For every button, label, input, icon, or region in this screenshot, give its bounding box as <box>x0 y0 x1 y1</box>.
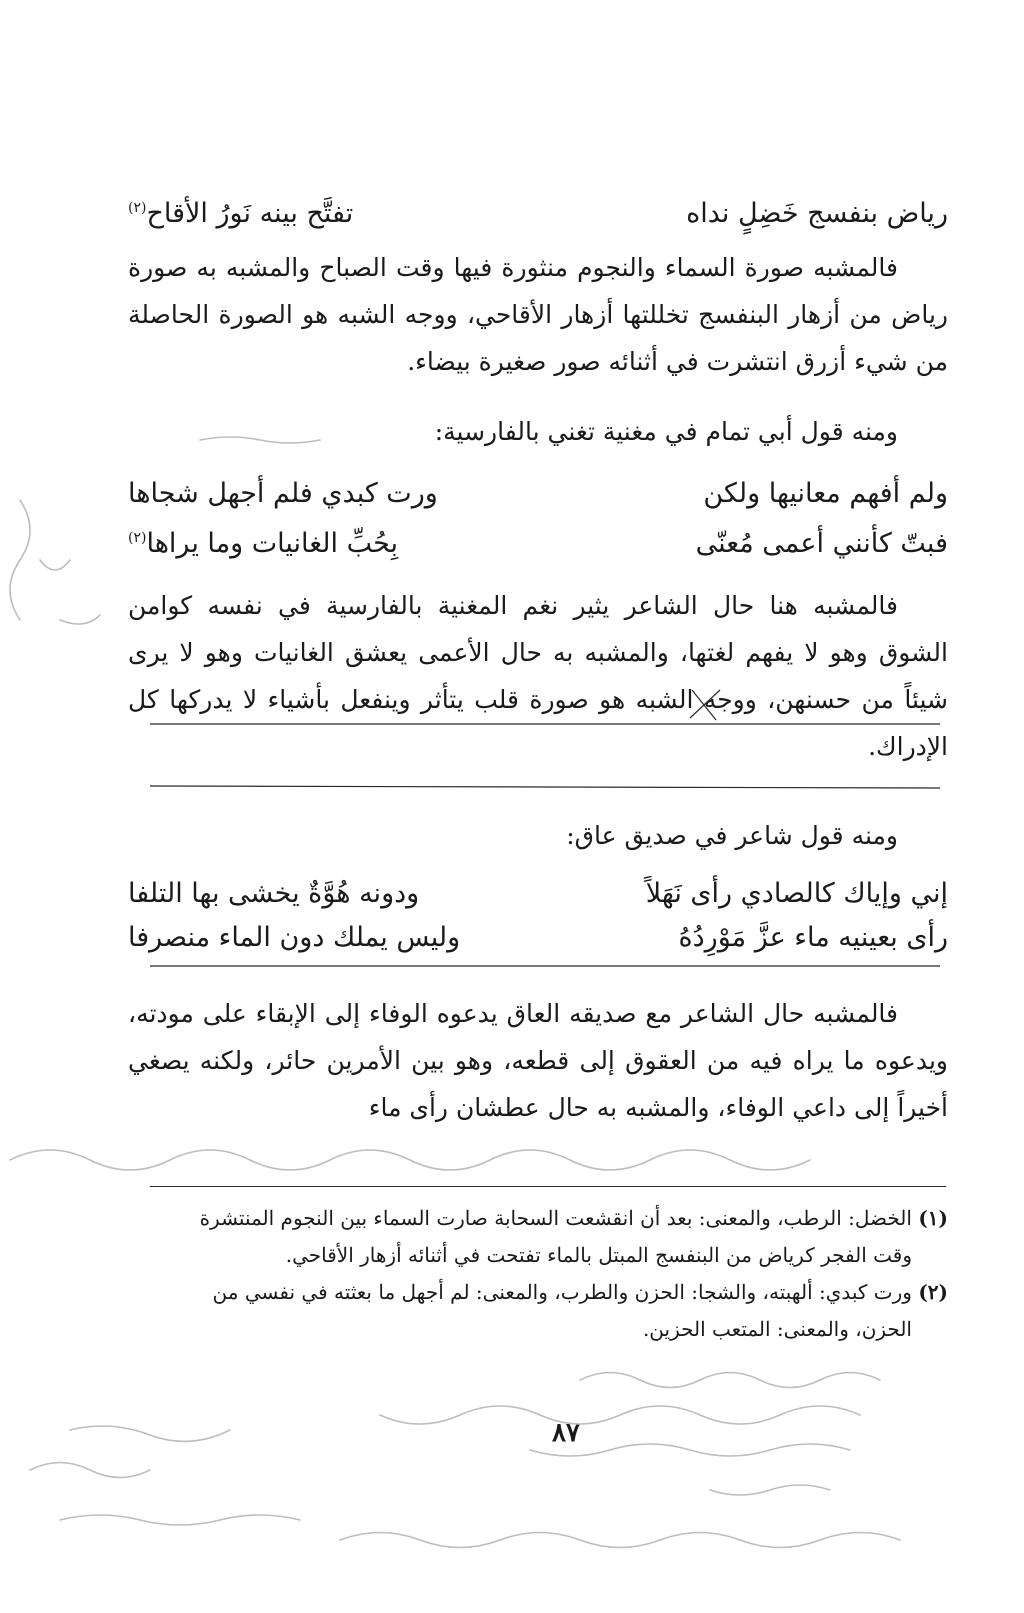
verse-3b-hemistich-1: رأى بعينيه ماء عزَّ مَوْرِدُهُ <box>678 922 948 953</box>
verse-1 <box>128 186 948 236</box>
verse-2a-hemistich-2: ورت كبدي فلم أجهل شجاها <box>128 478 438 509</box>
paragraph-1 <box>128 244 948 385</box>
footnote-marker: (٢) <box>128 200 147 216</box>
verse-2b-hemistich-1: فبتّ كأنني أعمى مُعنّى <box>695 528 948 559</box>
verse-3b-hemistich-2: وليس يملك دون الماء منصرفا <box>128 922 461 953</box>
verse-1-hemistich-2: تفتَّح بينه نَورُ الأقاح <box>146 198 354 229</box>
verse-3 <box>128 872 948 960</box>
footnote-2 <box>128 1274 948 1311</box>
paragraph-2-text: فالمشبه هنا حال الشاعر يثير نغم المغنية بالفارسية في نفسه كوامن الشوق وهو لا يفهم لغتها، والمشبه به حال الأعمى يعشق الغانيات وهو لا يرى شيئاً من حسنهن، ووجه الشبه هو صورة قلب يتأثر وينفعل بأشياء لا يدركها كل الإدراك. <box>128 591 948 761</box>
verse-2a-hemistich-1: ولم أفهم معانيها ولكن <box>703 478 948 509</box>
intro-2 <box>128 408 948 455</box>
paragraph-1-text: فالمشبه صورة السماء والنجوم منثورة فيها وقت الصباح والمشبه به صورة رياض من أزهار البنفسج تخللتها أزهار الأقاحي، ووجه الشبه هو الصورة الحاصلة من شيء أزرق انتشرت في أثنائه صور صغيرة بيضاء. <box>128 253 948 376</box>
verse-3a-hemistich-1: إني وإياك كالصادي رأى نَهَلاً <box>645 878 948 909</box>
footnote-1 <box>128 1200 948 1237</box>
verse-2 <box>128 472 948 566</box>
intro-3 <box>128 812 948 859</box>
footnote-2-number: (٢) <box>918 1280 948 1304</box>
footnote-2-continuation: الحزن، والمعنى: المتعب الحزين. <box>642 1317 912 1341</box>
paragraph-3 <box>128 990 948 1131</box>
footnote-1-continuation: وقت الفجر كرياض من البنفسج المبتل بالماء تفتحت في أثنائه أزهار الأقاحي. <box>285 1243 912 1267</box>
verse-1-hemistich-1: رياض بنفسج خَضِلٍ نداه <box>686 198 948 229</box>
footnote-separator <box>150 1186 946 1187</box>
page-number: ٨٧ <box>552 1418 580 1448</box>
intro-2-text: ومنه قول أبي تمام في مغنية تغني بالفارسية: <box>434 417 898 446</box>
footnote-marker: (٢) <box>128 530 147 546</box>
footnotes <box>128 1200 948 1348</box>
intro-3-text: ومنه قول شاعر في صديق عاق: <box>566 821 898 850</box>
paragraph-3-text: فالمشبه حال الشاعر مع صديقه العاق يدعوه الوفاء إلى الإبقاء على مودته، ويدعوه ما يراه فيه من العقوق إلى قطعه، وهو بين الأمرين حائر، ولكنه يصغي أخيراً إلى داعي الوفاء، والمشبه به حال عطشان رأى ماء <box>128 999 948 1122</box>
paragraph-2 <box>128 582 948 770</box>
verse-2b-hemistich-2: بِحُبِّ الغانيات وما يراها <box>146 528 399 559</box>
footnote-1-number: (١) <box>918 1206 948 1230</box>
verse-3a-hemistich-2: ودونه هُوَّةٌ يخشى بها التلفا <box>128 878 420 909</box>
footnote-1-text: الخضل: الرطب، والمعنى: بعد أن انقشعت السحابة صارت السماء بين النجوم المنتشرة <box>199 1206 912 1230</box>
footnote-2-text: ورت كبدي: ألهبته، والشجا: الحزن والطرب، والمعنى: لم أجهل ما بعثته في نفسي من <box>212 1280 912 1304</box>
